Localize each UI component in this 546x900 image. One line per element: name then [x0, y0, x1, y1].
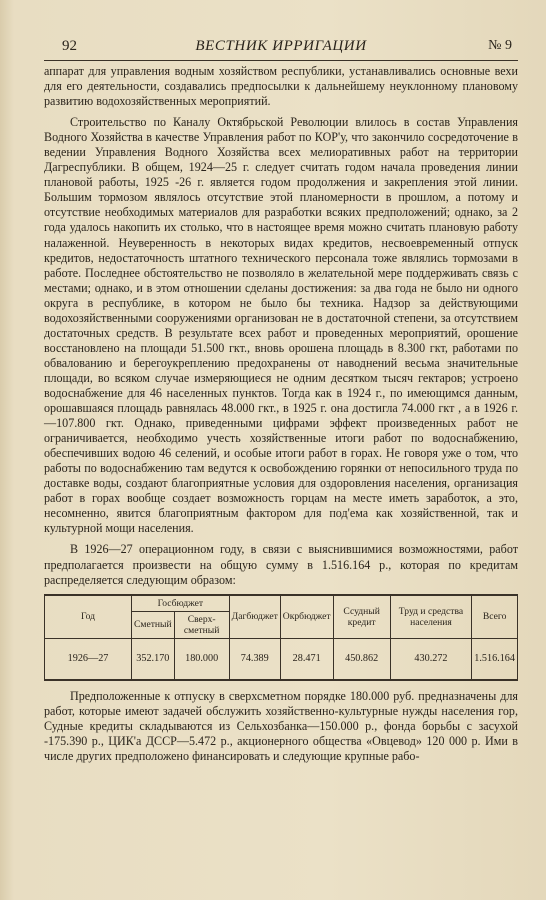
cell-labor-funds: 430.272	[390, 638, 472, 680]
issue-number: № 9	[488, 38, 512, 53]
header-over-estimate: Сверх-сметный	[174, 611, 229, 638]
header-gosbudget: Госбюджет	[132, 595, 230, 612]
cell-total: 1.516.164	[472, 638, 518, 680]
header-estimate: Сметный	[132, 611, 175, 638]
header-okrbudget: Окрбюджет	[280, 595, 333, 639]
cell-estimate: 352.170	[132, 638, 175, 680]
header-dagbudget: Дагбюджет	[229, 595, 280, 639]
header-total: Всего	[472, 595, 518, 639]
paragraph-2: Строительство по Каналу Октябрьской Революции влилось в состав Управления Водного Хозяйства в качестве Управления работ по КОР'у, что закончило сосредоточение в ведении Управления Водного Хозяйства всех мелиоративных работ на территории Дагреспублики. В общем, 1924—25 г. следует считать годом начала проведения линии плановой работы, 1925 -26 г. является годом продолжения и закрепления этой линии. Большим тормозом являлось отсутствие этой планомерности в прошлом, а потому и отсутствие необходимых материалов для разработки всяких предположений; однако, за 2 года удалось накопить их столько, что в настоящее время можно считать плановую работу налаженной. Неуверенность в некоторых видах кредитов, несвоевременный отпуск кредитов, недостаточность штатного технического персонала тоже являлись тормозами в работе. Последнее обстоятельство не позволяло в желательной мере поддерживать связь с местами; однако, и в этом отношении сделаны достижения: за два года не было ни одного округа в республике, в котором не было бы техника. Надзор за действующими водохозяйственными сооружениями организован не в достаточной степени, за отсутствием достаточных средств. В результате всех работ и проведенных мероприятий, орошение восстановлено на площади 51.500 гкт., вновь орошена площадь в 8.300 гкт, работами по обвалованию и берегоукреплению предохранены от наводнений весьма значительные площади, во всяком случае измеряющиеся не одним десятком тысяч гектаров; устроено водоснабжение для 46 населенных пунктов. Тогда как в 1924 г., по имеющимся данным, орошавшаяся площадь равнялась 48.000 гкт., в 1925 г. она достигла 74.000 гкт , а в 1926 г.—107.800 гкт. Однако, приведенными цифрами эффект произведенных работ не ограничивается, необходимо учесть хозяйственные итоги работ по водоснабжению, обеспечивших водою 46 селений, и особые итоги работ в горах. Не говоря уже о том, что работы по водоснабжению там ведутся к освобождению горянки от непосильного труда по доставке воды, создают благоприятные условия для оздоровления населения, организация работ в горах вообще создает возможность горцам на месте иметь заработок, а это, несомненно, явится благоприятным фактором для под'ема как хозяйственной, так и культурной мощи населения.	[44, 115, 518, 536]
table-row	[45, 638, 518, 680]
cell-year: 1926—27	[45, 638, 132, 680]
paragraph-1: аппарат для управления водным хозяйством республики, устанавливались основные вехи для его деятельности, создавались предпосылки к дальнейшему неуклонному плановому развитию водохозяйственных мероприятий.	[44, 64, 518, 109]
credits-table	[44, 594, 518, 681]
header-loan-credit: Ссудный кредит	[333, 595, 390, 639]
cell-over-estimate: 180.000	[174, 638, 229, 680]
header-year: Год	[45, 595, 132, 639]
journal-title: ВЕСТНИК ИРРИГАЦИИ	[195, 38, 367, 54]
article-body	[44, 64, 518, 764]
paragraph-4: Предположенные к отпуску в сверхсметном порядке 180.000 руб. предназначены для работ, которые имеют задачей обслужить хозяйственно-культурные нужды населения гор, Судные кредиты складываются из Сельхозбанка—150.000 р., фонда борьбы с засухой -175.390 р., ЦИК'а ДССР—5.472 р., акционерного общества «Овцевод» 120 000 р. Ими в числе других предположено финансировать и следующие крупные рабо-	[44, 688, 518, 763]
page-header	[44, 36, 518, 61]
cell-okrbudget: 28.471	[280, 638, 333, 680]
cell-loan-credit: 450.862	[333, 638, 390, 680]
credits-table-wrapper	[44, 594, 518, 681]
header-labor-funds: Труд и средства населения	[390, 595, 472, 639]
page-number: 92	[62, 38, 77, 54]
cell-dagbudget: 74.389	[229, 638, 280, 680]
paragraph-3: В 1926—27 операционном году, в связи с выяснившимися возможностями, работ предполагается произвести на общую сумму в 1.516.164 р., которая по кредитам распределяется следующим образом:	[44, 542, 518, 587]
table-header-row	[45, 595, 518, 612]
